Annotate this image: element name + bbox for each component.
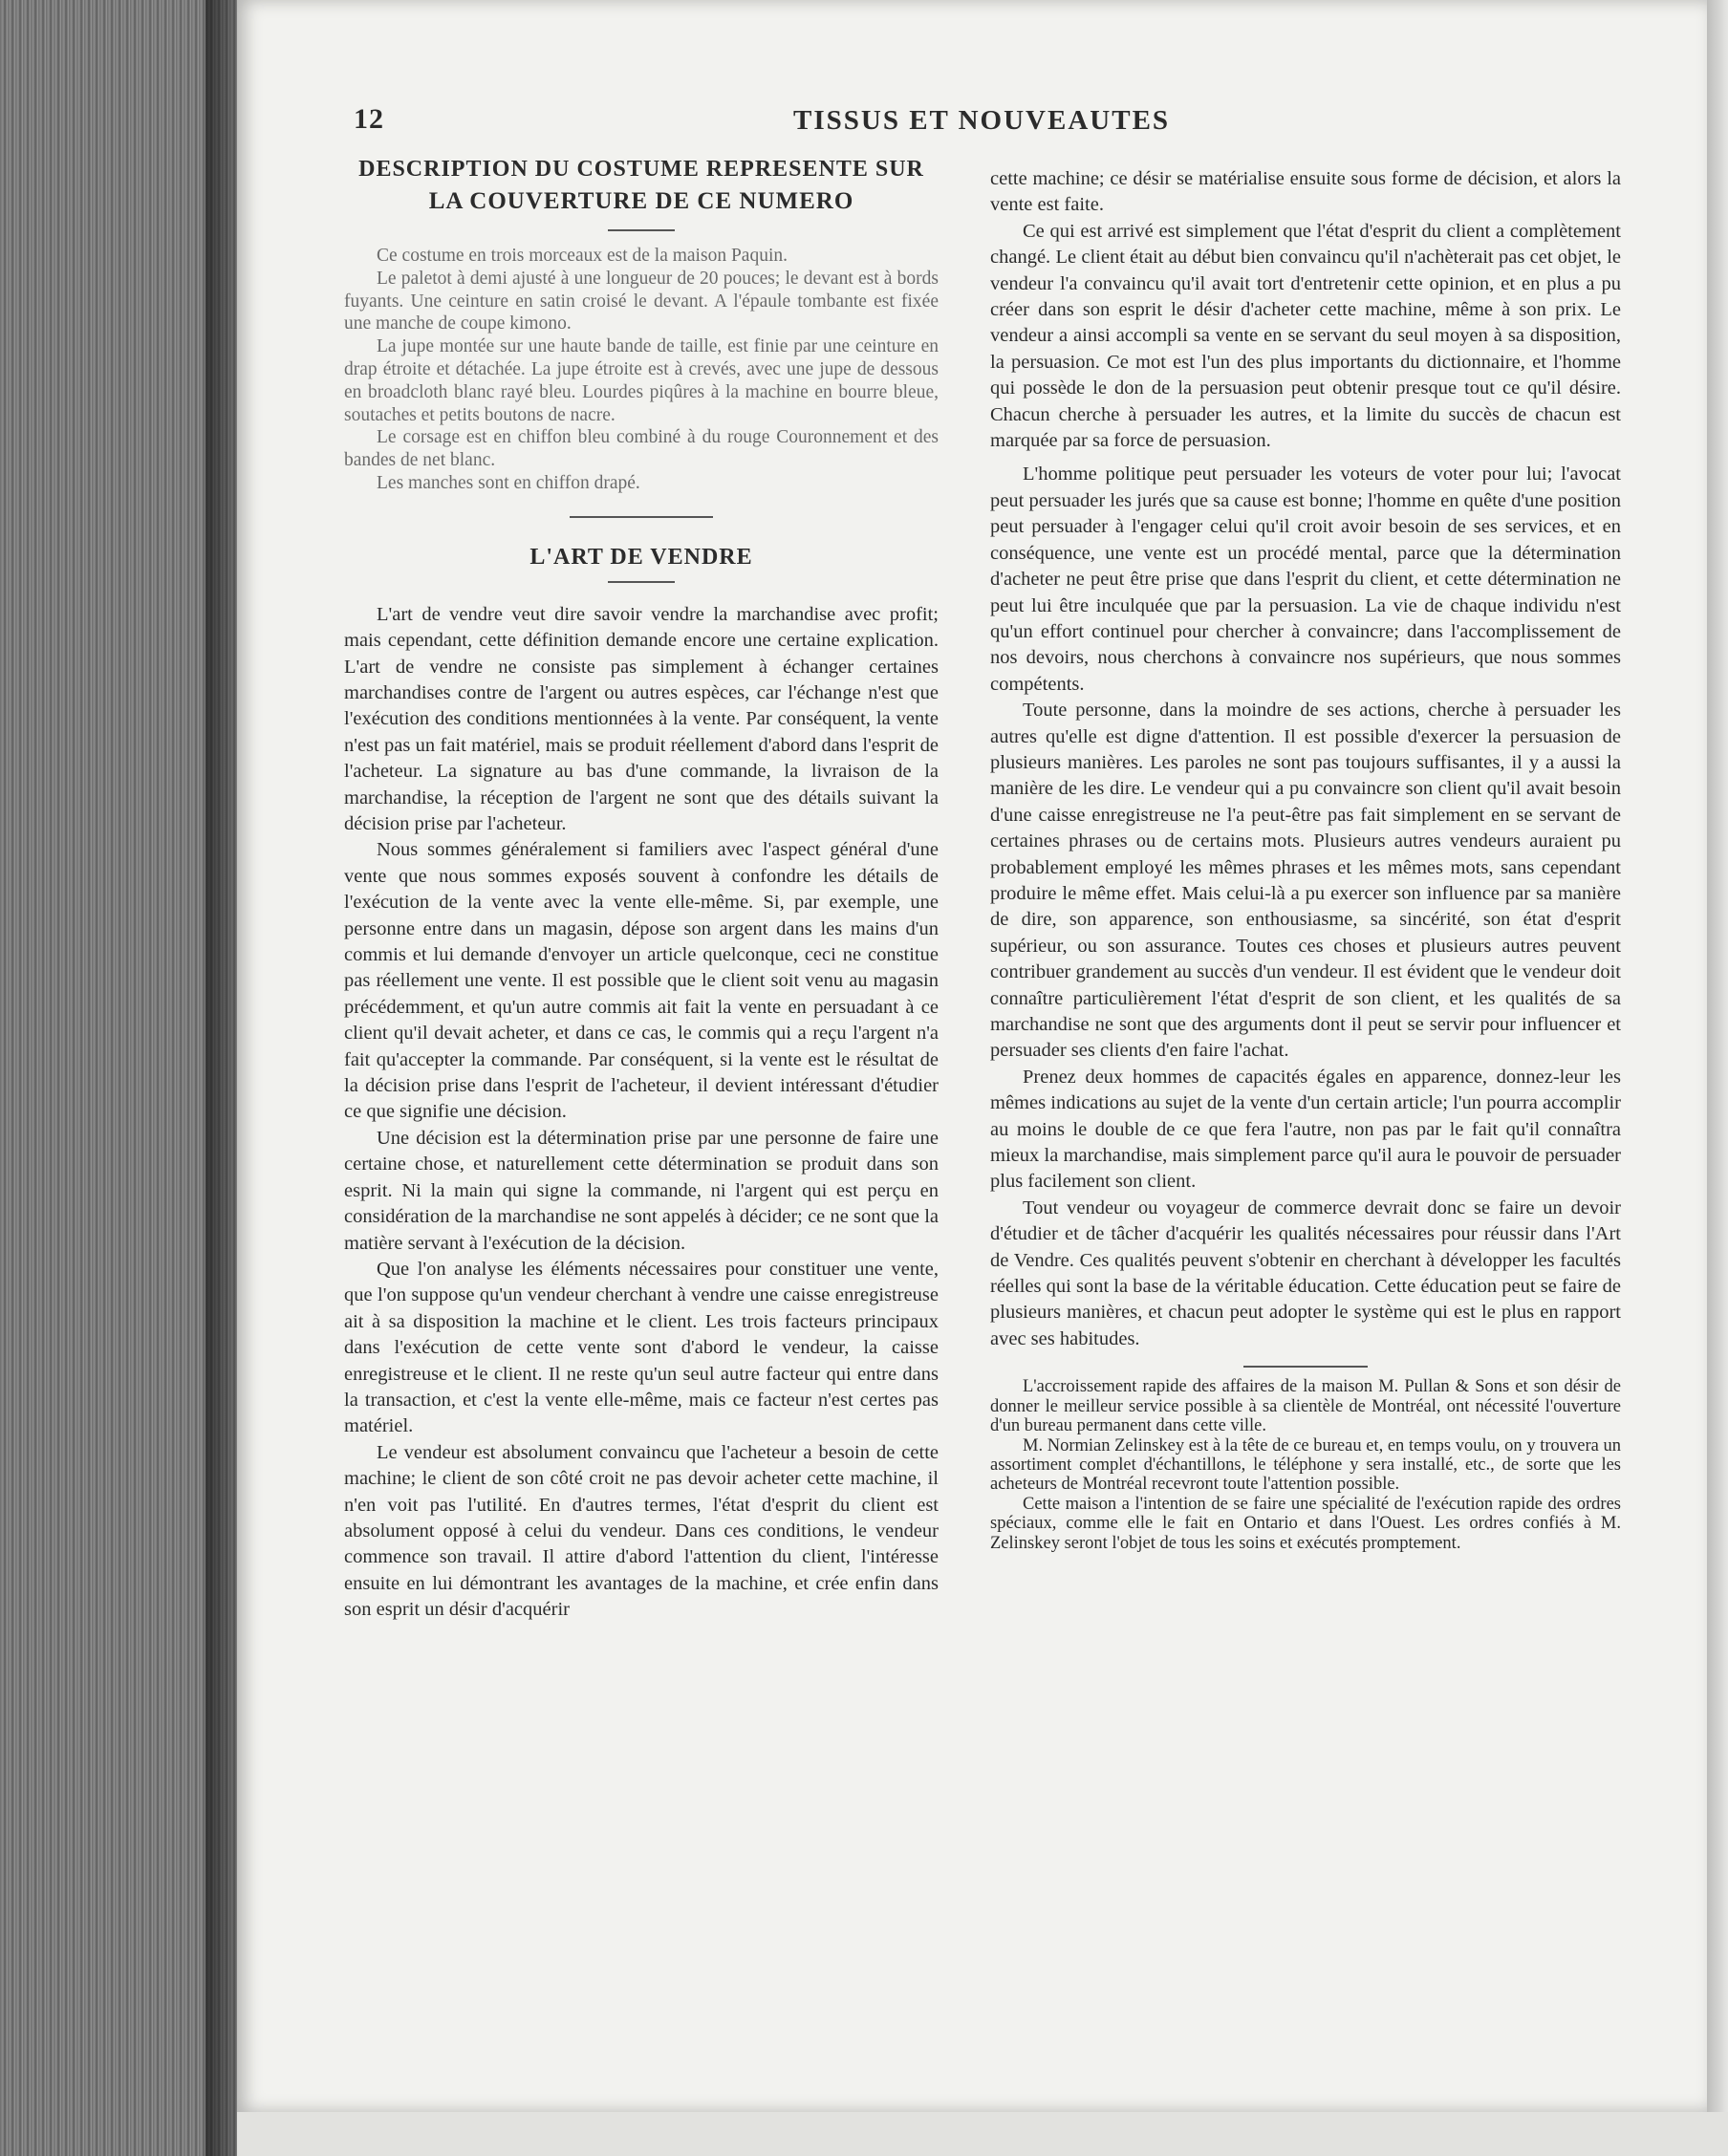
paragraph: Une décision est la détermination prise par une personne de faire une certaine chose, et naturellement cette détermination se produit dans son esprit. Ni la main qui signe la commande, ni l'argent qui est perçu en considération de la marchandise ne sont appelés à décider; ce ne sont que la matière servant à l'exécution de la décision. <box>344 1127 939 1254</box>
paragraph: Ce costume en trois morceaux est de la maison Paquin. <box>377 246 788 266</box>
costume-text <box>344 245 939 495</box>
page-bottom-edge <box>237 2112 1728 2156</box>
section-title-line: LA COUVERTURE DE CE NUMERO <box>428 188 854 214</box>
page-right-edge <box>1707 0 1728 2156</box>
paragraph: Nous sommes généralement si familiers avec l'aspect général d'une vente que nous sommes exposés souvent à confondre les détails de l'exécution de la vente avec la vente elle-même. Si, par exemple, une personne entre dans un magasin, dépose son argent dans les mains d'un commis et lui demande d'envoyer un article quelconque, ceci ne constitue pas réellement une vente. Il est possible que le client soit venu au magasin précédemment, et qu'un autre commis ait fait la vente en persuadant à ce client qu'il devait acheter, et dans ce cas, le commis qui a reçu l'argent n'a fait qu'accepter la commande. Par conséquent, si la vente est le résultat de la décision prise dans l'esprit de l'acheteur, il devient intéressant d'étudier ce que signifie une décision. <box>344 839 939 1123</box>
section-title-line: DESCRIPTION DU COSTUME REPRESENTE SUR <box>358 157 924 182</box>
article-title: L'ART DE VENDRE <box>529 544 753 570</box>
running-head: TISSUS ET NOUVEAUTES <box>793 105 1171 136</box>
title-underline <box>608 581 675 583</box>
paragraph: Le corsage est en chiffon bleu combiné à du rouge Couronnement et des bandes de net blanc. <box>344 427 939 471</box>
paragraph: Le vendeur est absolument convaincu que l'acheteur a besoin de cette machine; le client de son côté croit ne pas devoir acheter cette machine, il n'en voit pas l'utilité. En d'autres termes, l'état d'esprit du client est absolument opposé à celui du vendeur. Dans ces conditions, le vendeur commence son travail. Il attire d'abord l'attention du client, l'intéresse ensuite en lui démontrant les avantages de la machine, et crée enfin dans son esprit un désir d'acquérir <box>344 1441 939 1621</box>
paragraph: L'art de vendre veut dire savoir vendre la marchandise avec profit; mais cependant, cette définition demande encore une certaine explication. L'art de vendre ne consiste pas simplement à échanger certaines marchandises contre de l'argent ou autres espèces, car l'échange n'est que l'exécution des conditions mentionnées à la vente. Par conséquent, la vente n'est pas un fait matériel, mais se produit réellement d'abord dans l'esprit de l'acheteur. La signature au bas d'une commande, la livraison de la marchandise, la réception de l'argent ne sont que des détails suivant la décision prise par l'acheteur. <box>344 603 939 835</box>
section-separator <box>570 516 713 518</box>
notice-paragraph: Cette maison a l'intention de se faire une spécialité de l'exécution rapide des ordres spéciaux, comme elle le fait en Ontario et dans l'Ouest. Les ordres confiés à M. Zelinskey seront l'objet de tous les soins et exécutés promptement. <box>990 1494 1621 1553</box>
notice-block <box>990 1377 1621 1553</box>
paragraph: Ce qui est arrivé est simplement que l'état d'esprit du client a complètement changé. Le client était au début bien convaincu qu'il n'achèterait pas cet objet, le vendeur l'a convaincu qu'il avait tort d'entretenir cette opinion, et en plus a pu créer dans son esprit le désir d'acheter cette machine, même à son prix. Le vendeur a ainsi accompli sa vente en se servant du seul moyen à sa disposition, la persuasion. Ce mot est l'un des plus importants du dictionnaire, et l'homme qui possède le don de la persuasion peut obtenir presque tout ce qu'il désire. Chacun cherche à persuader les autres, et la limite du succès de chacun est marquée par sa force de persuasion. <box>990 220 1621 452</box>
costume-description-section <box>344 153 939 495</box>
paragraph: Le paletot à demi ajusté à une longueur de 20 pouces; le devant est à bords fuyants. Une ceinture en satin croisé le devant. A l'épaule tombante est fixée une manche de coupe kimono. <box>344 268 939 334</box>
paragraph: Toute personne, dans la moindre de ses actions, cherche à persuader les autres qu'elle est digne d'attention. Il est possible d'exercer la persuasion de plusieurs manières. Les paroles ne sont pas toujours suffisantes, il y a aussi la manière de les dire. Le vendeur qui a pu convaincre son client qu'il avait besoin d'une caisse enregistreuse ne l'a peut-être pas fait simplement en se servant de certaines phrases ou de certains mots. Plusieurs autres vendeurs auraient pu probablement employé les mêmes phrases et les mêmes mots, sans cependant produire le même effet. Mais celui-là a pu exercer son influence par sa manière de dire, son apparence, son enthousiasme, sa sincérité, son état d'esprit supérieur, ou son assurance. Toutes ces choses et plusieurs autres peuvent contribuer grandement au succès d'un vendeur. Il est évident que le vendeur doit connaître particulièrement l'état d'esprit de son client, et les qualités de sa marchandise ne sont que des arguments dont il peut se servir pour influencer et persuader ses clients d'en faire l'achat. <box>990 700 1621 1062</box>
paragraph: Tout vendeur ou voyageur de commerce devrait donc se faire un devoir d'étudier et de tâcher d'acquérir les qualités nécessaires pour réussir dans l'Art de Vendre. Ces qualités peuvent s'obtenir en cherchant à développer les facultés réelles qui sont la base de la véritable éducation. Cette éducation peut se faire de plusieurs manières, et chacun peut adopter le système qui est le plus en rapport avec ses habitudes. <box>990 1197 1621 1349</box>
notice-separator <box>1243 1366 1368 1368</box>
notice-paragraph: L'accroissement rapide des affaires de la maison M. Pullan & Sons et son désir de donner le meilleur service possible à sa clientèle de Montréal, ont nécessité l'ouverture d'un bureau permanent dans cette ville. <box>990 1377 1621 1436</box>
page-number: 12 <box>354 103 384 135</box>
paragraph: La jupe montée sur une haute bande de taille, est finie par une ceinture en drap étroite et détachée. La jupe étroite est à crevés, avec une jupe de dessous en broadcloth blanc rayé bleu. Lourdes piqûres à la machine en bourre bleue, soutaches et petits boutons de nacre. <box>344 336 939 425</box>
right-column <box>990 166 1621 1553</box>
paragraph: Que l'on analyse les éléments nécessaires pour constituer une vente, que l'on suppose qu'un vendeur cherchant à vendre une caisse enregistreuse ait à sa disposition la machine et le client. Les trois facteurs principaux dans l'exécution de cette vente sont d'abord le vendeur, la caisse enregistreuse et le client. Il ne reste qu'un seul autre facteur qui entre dans la transaction, et c'est la vente elle-même, mais ce facteur n'est certes pas matériel. <box>344 1258 939 1437</box>
art-de-vendre-section <box>344 541 939 1624</box>
paragraph: cette machine; ce désir se matérialise ensuite sous forme de décision, et alors la vente est faite. <box>990 168 1621 216</box>
paragraph: Les manches sont en chiffon drapé. <box>377 472 640 493</box>
title-underline <box>608 229 675 231</box>
notice-paragraph: M. Normian Zelinskey est à la tête de ce bureau et, en temps voulu, on y trouvera un assortiment complet d'échantillons, le téléphone y sera installé, etc., de sorte que les acheteurs de Montréal recevront toute l'attention possible. <box>990 1435 1621 1495</box>
left-column <box>344 153 939 1624</box>
paragraph: L'homme politique peut persuader les voteurs de voter pour lui; l'avocat peut persuader les jurés que sa cause est bonne; l'homme en quête d'une position peut persuader à l'engager celui qu'il croit avoir besoin de ses services, et en conséquence, une vente est un procédé mental, parce que la détermination d'acheter ne peut être prise que dans l'esprit du client, et cette détermination ne peut lui être inculquée que par la persuasion. La vie de chaque individu n'est qu'un effort continuel pour chercher à convaincre; dans l'accomplissement de nos devoirs, nous cherchons à convaincre nos supérieurs, que nous sommes compétents. <box>990 464 1621 695</box>
book-page-edges <box>0 0 239 2156</box>
paragraph: Prenez deux hommes de capacités égales en apparence, donnez-leur les mêmes indications au sujet de la vente d'un certain article; l'un pourra accomplir au moins le double de ce que fera l'autre, non pas par le fait qu'il connaîtra mieux la marchandise, mais simplement parce qu'il aura le pouvoir de persuader plus facilement son client. <box>990 1066 1621 1193</box>
